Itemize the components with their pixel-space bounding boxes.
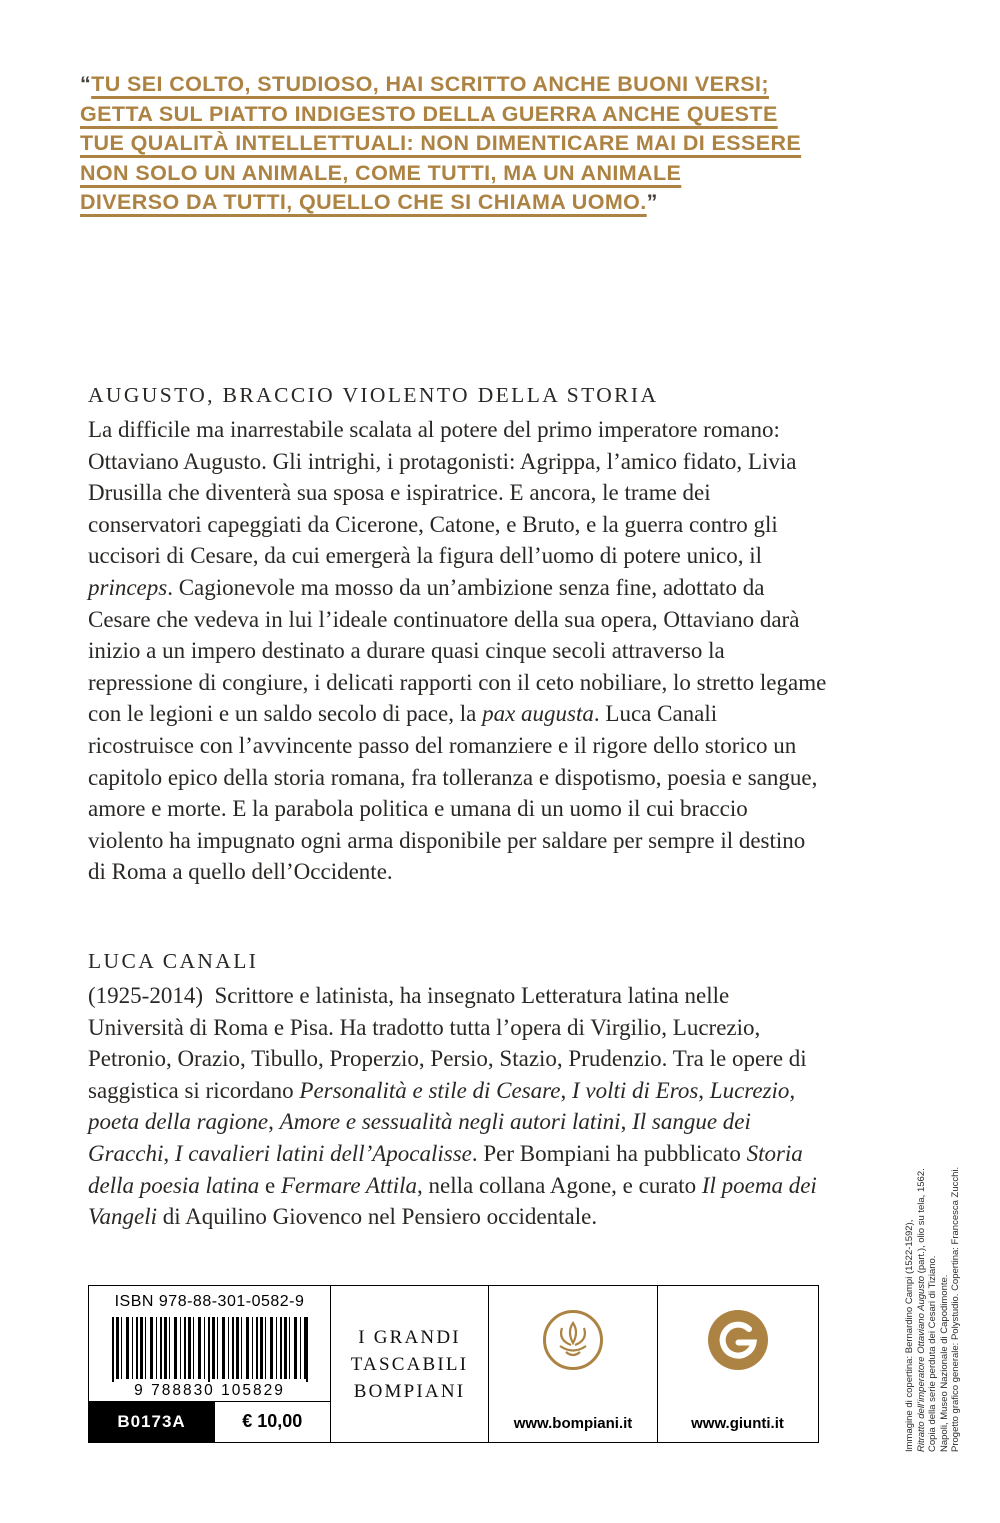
- giunti-spiral-logo: [706, 1308, 770, 1372]
- credit-line: Copia della serie perduta dei Cesari di Tiziano.: [927, 1255, 938, 1452]
- imprint-line: I GRANDI: [358, 1326, 461, 1348]
- price: € 10,00: [214, 1401, 332, 1443]
- barcode-guard-bar: [306, 1317, 308, 1387]
- quote-line-text: DIVERSO DA TUTTI, QUELLO CHE SI CHIAMA UOMO.: [80, 190, 647, 214]
- barcode-guard-bar: [208, 1317, 210, 1387]
- barcode-bars: [112, 1317, 308, 1379]
- quote-line-text: TU SEI COLTO, STUDIOSO, HAI SCRITTO ANCHE BUONI VERSI;: [91, 72, 769, 96]
- author-bio-section: [88, 946, 828, 1233]
- close-quote-mark: ”: [646, 190, 658, 214]
- quote-line-text: NON SOLO UN ANIMALE, COME TUTTI, MA UN ANIMALE: [80, 160, 682, 185]
- credit-line: Napoli, Museo Nazionale di Capodimonte.: [938, 1274, 950, 1452]
- synopsis-section: [88, 380, 828, 888]
- quote-line: [80, 70, 825, 100]
- bompiani-flower-logo: [541, 1308, 605, 1372]
- synopsis-body: La difficile ma inarrestabile scalata al potere del primo imperatore romano: Ottaviano Augusto. Gli intrighi, i protagonisti: Agrippa, l’amico fidato, Livia Drusilla che diventerà sua sposa e ispiratrice. E ancora, le trame dei conservatori capeggiati da Cicerone, Catone, e Bruto, e la guerra contro gli uccisori di Cesare, da cui emergerà la figura dell’uomo di potere unico, il princeps. Cagionevole ma mosso da un’ambizione senza fine, adottato da Cesare che vedeva in lui l’ideale continuatore della sua opera, Ottaviano darà inizio a un impero destinato a durare quasi cinque secoli attraverso la repressione di congiure, i delicati rapporti con il ceto nobiliare, lo stretto legame con le legioni e un saldo secolo di pace, la pax augusta. Luca Canali ricostruisce con l’avvincente passo del romanziere e il rigore dello storico un capitolo epico della storia romana, fra tolleranza e dispotismo, poesia e sangue, amore e morte. E la parabola politica e umana di un uomo il cui braccio violento ha impugnato ogni arma disponibile per saldare per sempre il destino di Roma a quello dell’Occidente.: [88, 417, 827, 885]
- author-bio-body: (1925-2014) Scrittore e latinista, ha insegnato Letteratura latina nelle Università di Roma e Pisa. Ha tradotto tutta l’opera di Virgilio, Lucrezio, Petronio, Orazio, Tibullo, Properzio, Persio, Stazio, Prudenzio. Tra le opere di saggistica si ricordano Personalità e stile di Cesare, I volti di Eros, Lucrezio, poeta della ragione, Amore e sessualità negli autori latini, Il sangue dei Gracchi, I cavalieri latini dell’Apocalisse. Per Bompiani ha pubblicato Storia della poesia latina e Fermare Attila, nella collana Agone, e curato Il poema dei Vangeli di Aquilino Giovenco nel Pensiero occidentale.: [88, 983, 817, 1230]
- bompiani-box: [488, 1285, 658, 1443]
- quote-line: [80, 100, 825, 130]
- quote-line-text: TUE QUALITÀ INTELLETTUALI: NON DIMENTICARE MAI DI ESSERE: [80, 131, 802, 155]
- quote-line: [80, 188, 825, 218]
- barcode-digits: 9 788830 105829: [89, 1382, 330, 1400]
- credit-line: Ritratto dell’imperatore Ottaviano Augusto (part.), olio su tela, 1562.: [915, 1168, 927, 1452]
- author-name-heading: LUCA CANALI: [88, 949, 259, 973]
- publisher-strip: [88, 1285, 819, 1443]
- open-quote-mark: “: [80, 72, 92, 96]
- isbn-box: [88, 1285, 331, 1443]
- isbn-barcode-panel: [88, 1285, 331, 1402]
- quote-line: [80, 159, 825, 189]
- quote-line: [80, 129, 825, 159]
- credit-line: Progetto grafico generale: Polystudio. Copertina: Francesca Zucchi.: [950, 1166, 961, 1452]
- giunti-box: [657, 1285, 819, 1443]
- quote-line-text: GETTA SUL PIATTO INDIGESTO DELLA GUERRA ANCHE QUESTE: [80, 101, 778, 126]
- imprint-box: [330, 1285, 490, 1443]
- isbn-label: ISBN 978-88-301-0582-9: [114, 1293, 305, 1310]
- price-row: [88, 1401, 331, 1443]
- barcode-guard-bar: [112, 1317, 114, 1387]
- credits-vertical: [904, 1107, 962, 1452]
- imprint-line: BOMPIANI: [353, 1380, 466, 1402]
- ean-barcode: [112, 1317, 308, 1379]
- bompiani-url: www.bompiani.it: [513, 1415, 633, 1432]
- cover-quote: [80, 70, 825, 218]
- synopsis-heading: AUGUSTO, BRACCIO VIOLENTO DELLA STORIA: [88, 383, 659, 407]
- product-code: B0173A: [88, 1401, 215, 1443]
- credit-line: Immagine di copertina: Bernardino Campi (1522-1592),: [904, 1219, 915, 1452]
- giunti-url: www.giunti.it: [691, 1415, 784, 1432]
- imprint-line: TASCABILI: [350, 1353, 469, 1375]
